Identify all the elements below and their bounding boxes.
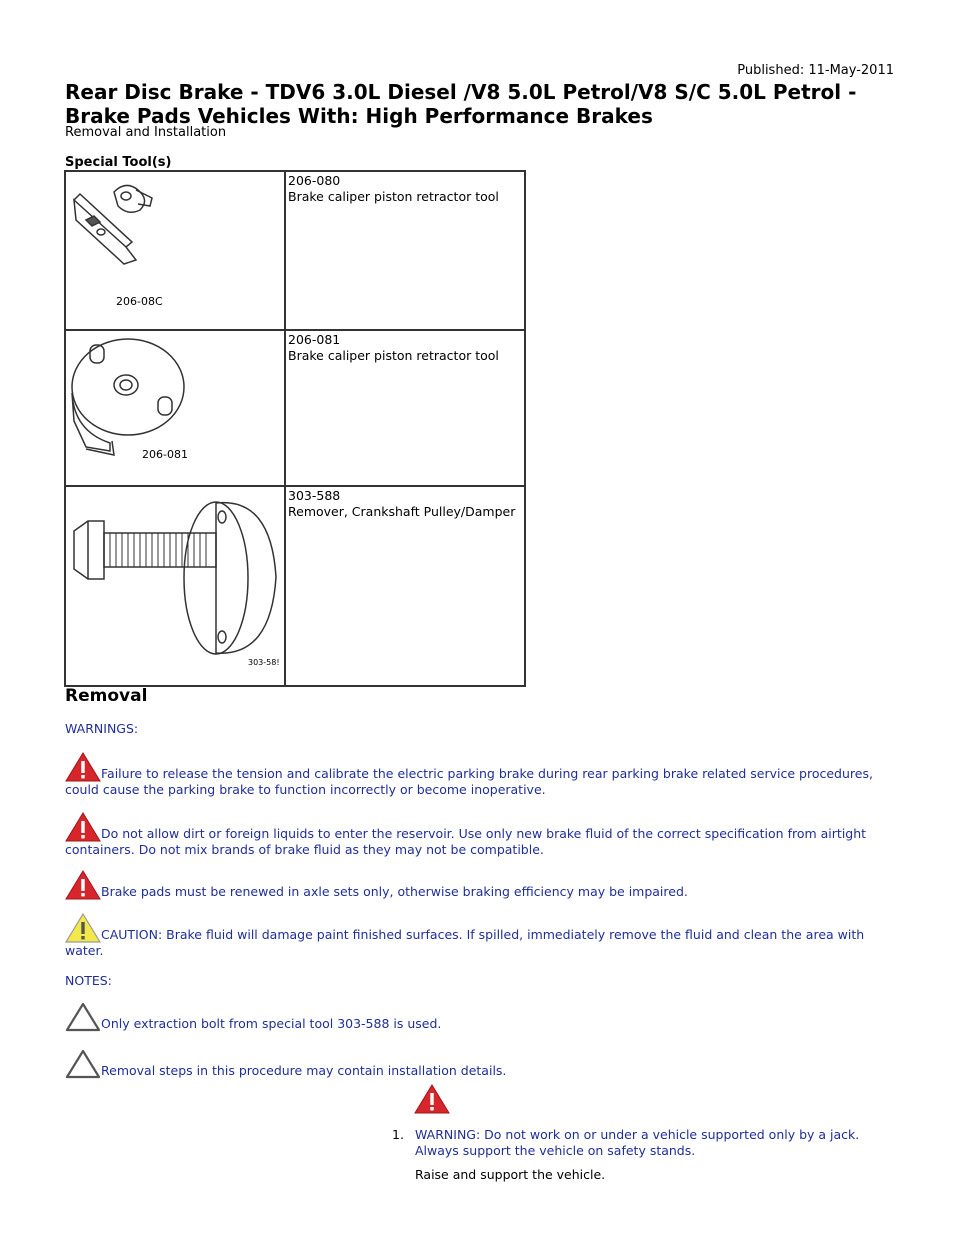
tool-image-cell: [65, 486, 285, 686]
notes-label: NOTES:: [65, 973, 112, 988]
tool-description-cell: [285, 330, 525, 486]
warning-text: Failure to release the tension and calibrate the electric parking brake during rear parking brake related service procedures, could cause the parking brake to function incorrectly or become inoperative.: [65, 766, 873, 797]
tool-image-label: 206-08C: [116, 295, 163, 308]
piston-retractor-tool-206-081-image: [66, 331, 284, 481]
warning-text: Do not allow dirt or foreign liquids to enter the reservoir. Use only new brake fluid of the correct specification from airtight containers. Do not mix brands of brake fluid as they may not be compatible.: [65, 826, 867, 857]
piston-retractor-tool-206-080-image: [66, 172, 284, 325]
special-tools-heading: Special Tool(s): [65, 155, 172, 170]
tool-image-label: 206-081: [142, 448, 188, 461]
step-number: 1.: [392, 1127, 404, 1142]
warning-item: [65, 752, 895, 798]
warning-red-icon: [414, 1084, 450, 1114]
step-warning-text: WARNING: Do not work on or under a vehicle supported only by a jack. Always support the vehicle on safety stands.: [415, 1127, 860, 1158]
tool-number: 206-081: [288, 332, 341, 347]
tool-description-cell: [285, 486, 525, 686]
tool-description-cell: [285, 171, 525, 330]
removal-heading: Removal: [65, 686, 148, 706]
note-text: Removal steps in this procedure may contain installation details.: [101, 1063, 507, 1078]
warning-item: [65, 812, 895, 858]
warnings-label: WARNINGS:: [65, 721, 139, 736]
warning-text: Brake pads must be renewed in axle sets only, otherwise braking efficiency may be impaired.: [101, 884, 688, 899]
page-subtitle: Removal and Installation: [65, 125, 227, 140]
caution-item: [65, 913, 895, 959]
tool-name: Brake caliper piston retractor tool: [288, 189, 499, 204]
table-row: [65, 330, 525, 486]
tool-image-cell: [65, 171, 285, 330]
page-title: Rear Disc Brake - TDV6 3.0L Diesel /V8 5.0L Petrol/V8 S/C 5.0L Petrol - Brake Pads Vehicles With: High Performance Brakes: [65, 80, 857, 128]
warning-red-icon: [65, 752, 101, 782]
tool-number: 303-588: [288, 488, 341, 503]
warning-red-icon: [65, 870, 101, 900]
note-text: Only extraction bolt from special tool 303-588 is used.: [101, 1016, 442, 1031]
note-icon: [65, 1049, 101, 1079]
published-date: Published: 11-May-2011: [737, 63, 894, 78]
tool-name: Remover, Crankshaft Pulley/Damper: [288, 504, 516, 519]
step-instruction: Raise and support the vehicle.: [415, 1167, 606, 1182]
tool-image-cell: [65, 330, 285, 486]
crankshaft-pulley-remover-303-588-image: [66, 487, 284, 681]
table-row: [65, 171, 525, 330]
special-tools-table: [64, 170, 526, 687]
note-item: [65, 1049, 895, 1079]
warning-item: [65, 870, 895, 900]
tool-image-label: 303-58!: [248, 658, 280, 667]
warning-red-icon: [65, 812, 101, 842]
caution-text: CAUTION: Brake fluid will damage paint finished surfaces. If spilled, immediately remove the fluid and clean the area with water.: [65, 927, 865, 958]
tool-number: 206-080: [288, 173, 341, 188]
tool-name: Brake caliper piston retractor tool: [288, 348, 499, 363]
note-item: [65, 1002, 895, 1032]
note-icon: [65, 1002, 101, 1032]
table-row: [65, 486, 525, 686]
caution-yellow-icon: [65, 913, 101, 943]
